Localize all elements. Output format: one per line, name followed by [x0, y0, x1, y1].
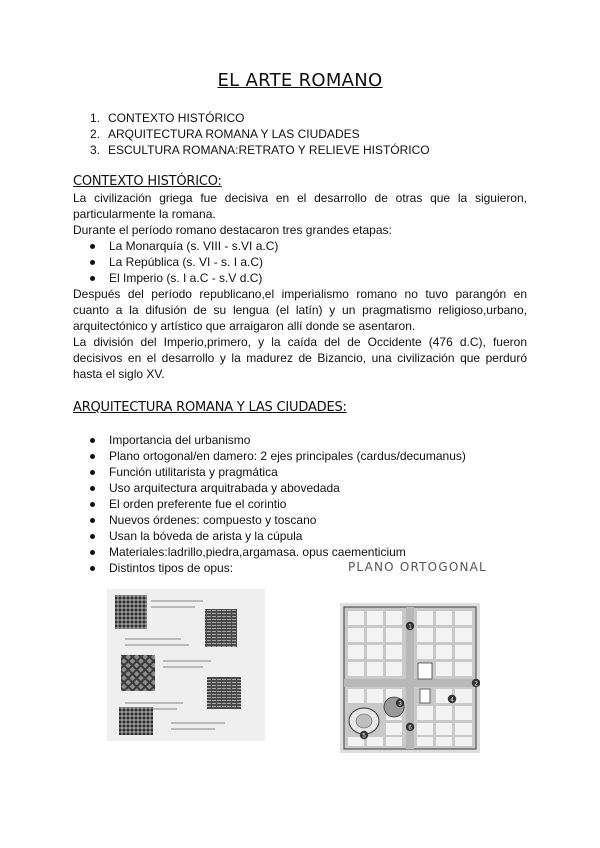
- contexto-heading: CONTEXTO HISTÓRICO:: [73, 174, 222, 189]
- map-marker-label: 3: [398, 701, 402, 708]
- contexto-paragraph-1: La civilización griega fue decisiva en el desarrollo de otras que la siguieron, particularmente la romana.: [73, 191, 527, 221]
- page-title: EL ARTE ROMANO: [217, 70, 383, 91]
- map-marker-label: 2: [474, 681, 478, 688]
- list-item: Plano ortogonal/en damero: 2 ejes principales (cardus/decumanus): [90, 448, 466, 464]
- bullet-icon: [90, 276, 95, 281]
- map-marker-label: 6: [408, 725, 412, 732]
- list-item: Función utilitarista y pragmática: [90, 464, 466, 480]
- opus-swatch: [121, 655, 155, 691]
- opus-swatch: [119, 707, 153, 735]
- list-item: Distintos tipos de opus:: [90, 560, 466, 576]
- bullet-icon: [90, 260, 95, 265]
- map-marker-label: 1: [408, 624, 412, 631]
- etapas-list: [90, 238, 278, 286]
- opus-swatch: [205, 609, 237, 647]
- opus-swatch: [115, 595, 147, 629]
- arquitectura-list: [90, 432, 466, 576]
- toc-item: 1. CONTEXTO HISTÓRICO: [90, 111, 245, 125]
- list-item: Nuevos órdenes: compuesto y toscano: [90, 512, 466, 528]
- bullet-icon: [90, 534, 95, 539]
- plano-ortogonal-map: [340, 603, 480, 753]
- bullet-icon: [90, 566, 95, 571]
- list-item: Usan la bóveda de arista y la cúpula: [90, 528, 466, 544]
- list-item: La República (s. VI - s. I a.C): [90, 254, 278, 270]
- plano-ortogonal-caption: PLANO ORTOGONAL: [348, 560, 487, 574]
- list-item: Materiales:ladrillo,piedra,argamasa. opus caementicium: [90, 544, 466, 560]
- toc-item: 3. ESCULTURA ROMANA:RETRATO Y RELIEVE HISTÓRICO: [90, 143, 430, 157]
- bullet-icon: [90, 244, 95, 249]
- bullet-icon: [90, 438, 95, 443]
- list-item: El Imperio (s. I a.C - s.V d.C): [90, 270, 278, 286]
- list-item: El orden preferente fue el corintio: [90, 496, 466, 512]
- opus-types-image: [107, 589, 265, 741]
- toc-item: 2. ARQUITECTURA ROMANA Y LAS CIUDADES: [90, 127, 360, 141]
- amphitheater-arena: [356, 714, 372, 728]
- opus-swatch: [207, 677, 241, 709]
- contexto-paragraph-3: Después del período republicano,el imperialismo romano no tuvo parangón en cuanto a la difusión de su lengua (el latín) y un pragmatismo religioso,urbano, arquitectónico y artístico que arraigaron allí donde se asentaron.: [73, 287, 527, 333]
- table-of-contents: [90, 110, 430, 158]
- contexto-paragraph-4: La división del Imperio,primero, y la caída del de Occidente (476 d.C), fueron decisivos en el desarrollo y la madurez de Bizancio, una civilización que perduró hasta el siglo XV.: [73, 335, 527, 381]
- bullet-icon: [90, 550, 95, 555]
- bullet-icon: [90, 454, 95, 459]
- list-item: Importancia del urbanismo: [90, 432, 466, 448]
- bullet-icon: [90, 486, 95, 491]
- forum-building: [418, 663, 432, 679]
- bullet-icon: [90, 470, 95, 475]
- bullet-icon: [90, 502, 95, 507]
- temple-building: [420, 689, 430, 703]
- bullet-icon: [90, 518, 95, 523]
- map-marker-label: 4: [450, 697, 454, 704]
- decumano-street: [344, 679, 476, 687]
- map-marker-label: 5: [362, 733, 366, 740]
- list-item: La Monarquía (s. VIII - s.VI a.C): [90, 238, 278, 254]
- list-item: Uso arquitectura arquitrabada y abovedada: [90, 480, 466, 496]
- contexto-paragraph-2: Durante el período romano destacaron tres grandes etapas:: [73, 223, 392, 237]
- arquitectura-heading: ARQUITECTURA ROMANA Y LAS CIUDADES:: [73, 400, 347, 415]
